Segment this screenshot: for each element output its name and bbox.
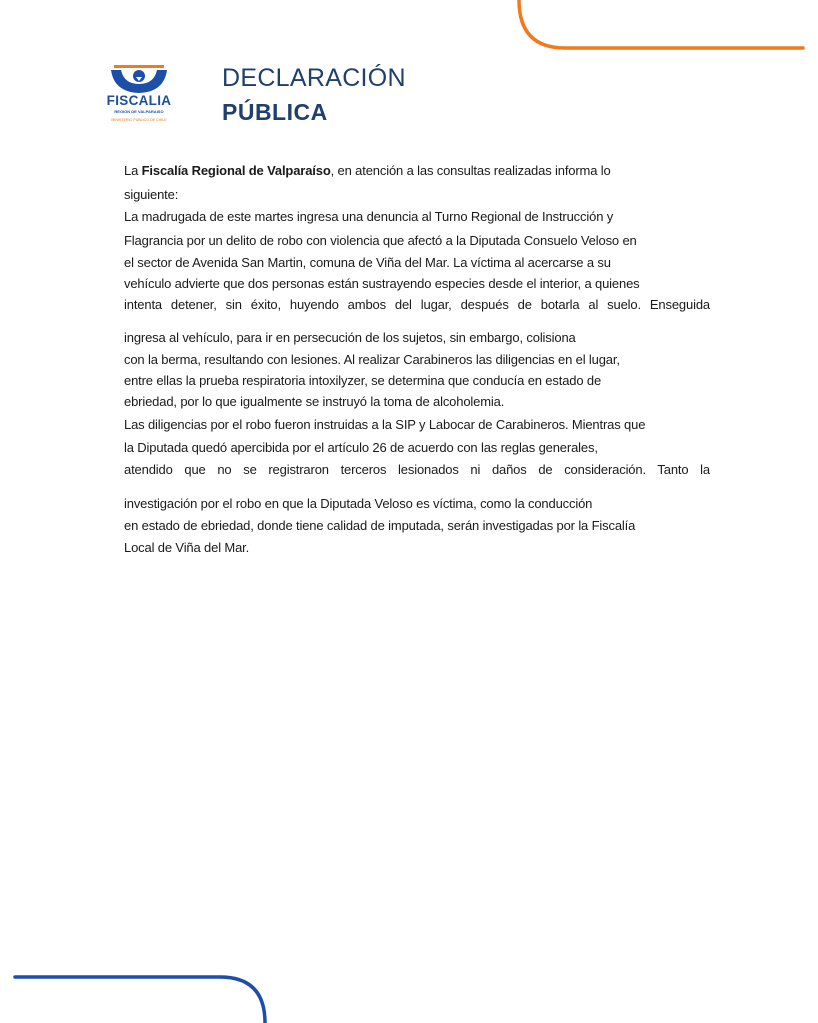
body-line: con la berma, resultando con lesiones. Al realizar Carabineros las diligencias en el lugar, [124, 352, 620, 367]
body-line: en estado de ebriedad, donde tiene calidad de imputada, serán investigadas por la Fiscalía [124, 518, 636, 533]
body-line: ingresa al vehículo, para ir en persecución de los sujetos, sin embargo, colisiona [124, 330, 576, 345]
orange-corner-line [519, 0, 803, 48]
logo-name: FISCALIA [106, 93, 172, 108]
title-line2: PÚBLICA [222, 99, 328, 125]
body-line: atendido que no se registraron terceros lesionados ni daños de consideración. Tanto la [124, 462, 710, 477]
body-line: Local de Viña del Mar. [124, 540, 250, 555]
intro-bold: Fiscalía Regional de Valparaíso [141, 163, 331, 178]
body-intro-line [124, 163, 710, 179]
intro-prefix: La [124, 163, 142, 178]
title-line1: DECLARACIÓN [222, 64, 406, 92]
body-line: la Diputada quedó apercibida por el artículo 26 de acuerdo con las reglas generales, [124, 440, 598, 455]
body-line: Las diligencias por el robo fueron instruidas a la SIP y Labocar de Carabineros. Mientras que [124, 417, 646, 432]
blue-corner-line [15, 977, 265, 1023]
body-line: entre ellas la prueba respiratoria intoxilyzer, se determina que conducía en estado de [124, 373, 602, 388]
fiscalia-logo [96, 62, 182, 128]
body-line: La madrugada de este martes ingresa una denuncia al Turno Regional de Instrucción y [124, 209, 614, 224]
body-line: vehículo advierte que dos personas están sustrayendo especies desde el interior, a quienes [124, 276, 640, 291]
logo-emblem-icon [96, 62, 182, 96]
body-line: siguiente: [124, 187, 179, 202]
body-line: ebriedad, por lo que igualmente se instruyó la toma de alcoholemia. [124, 394, 505, 409]
logo-region: REGION DE VALPARAISO [114, 109, 164, 114]
body-line: intenta detener, sin éxito, huyendo ambos del lugar, después de botarla al suelo. Enseguida [124, 297, 710, 312]
body-line: el sector de Avenida San Martin, comuna de Viña del Mar. La víctima al acercarse a su [124, 255, 611, 270]
body-line: investigación por el robo en que la Diputada Veloso es víctima, como la conducción [124, 496, 593, 511]
body-line: Flagrancia por un delito de robo con violencia que afectó a la Diputada Consuelo Veloso en [124, 233, 637, 248]
intro-rest: , en atención a las consultas realizadas informa lo [330, 163, 611, 178]
logo-ministry: MINISTERIO PUBLICO DE CHILE [111, 118, 167, 122]
